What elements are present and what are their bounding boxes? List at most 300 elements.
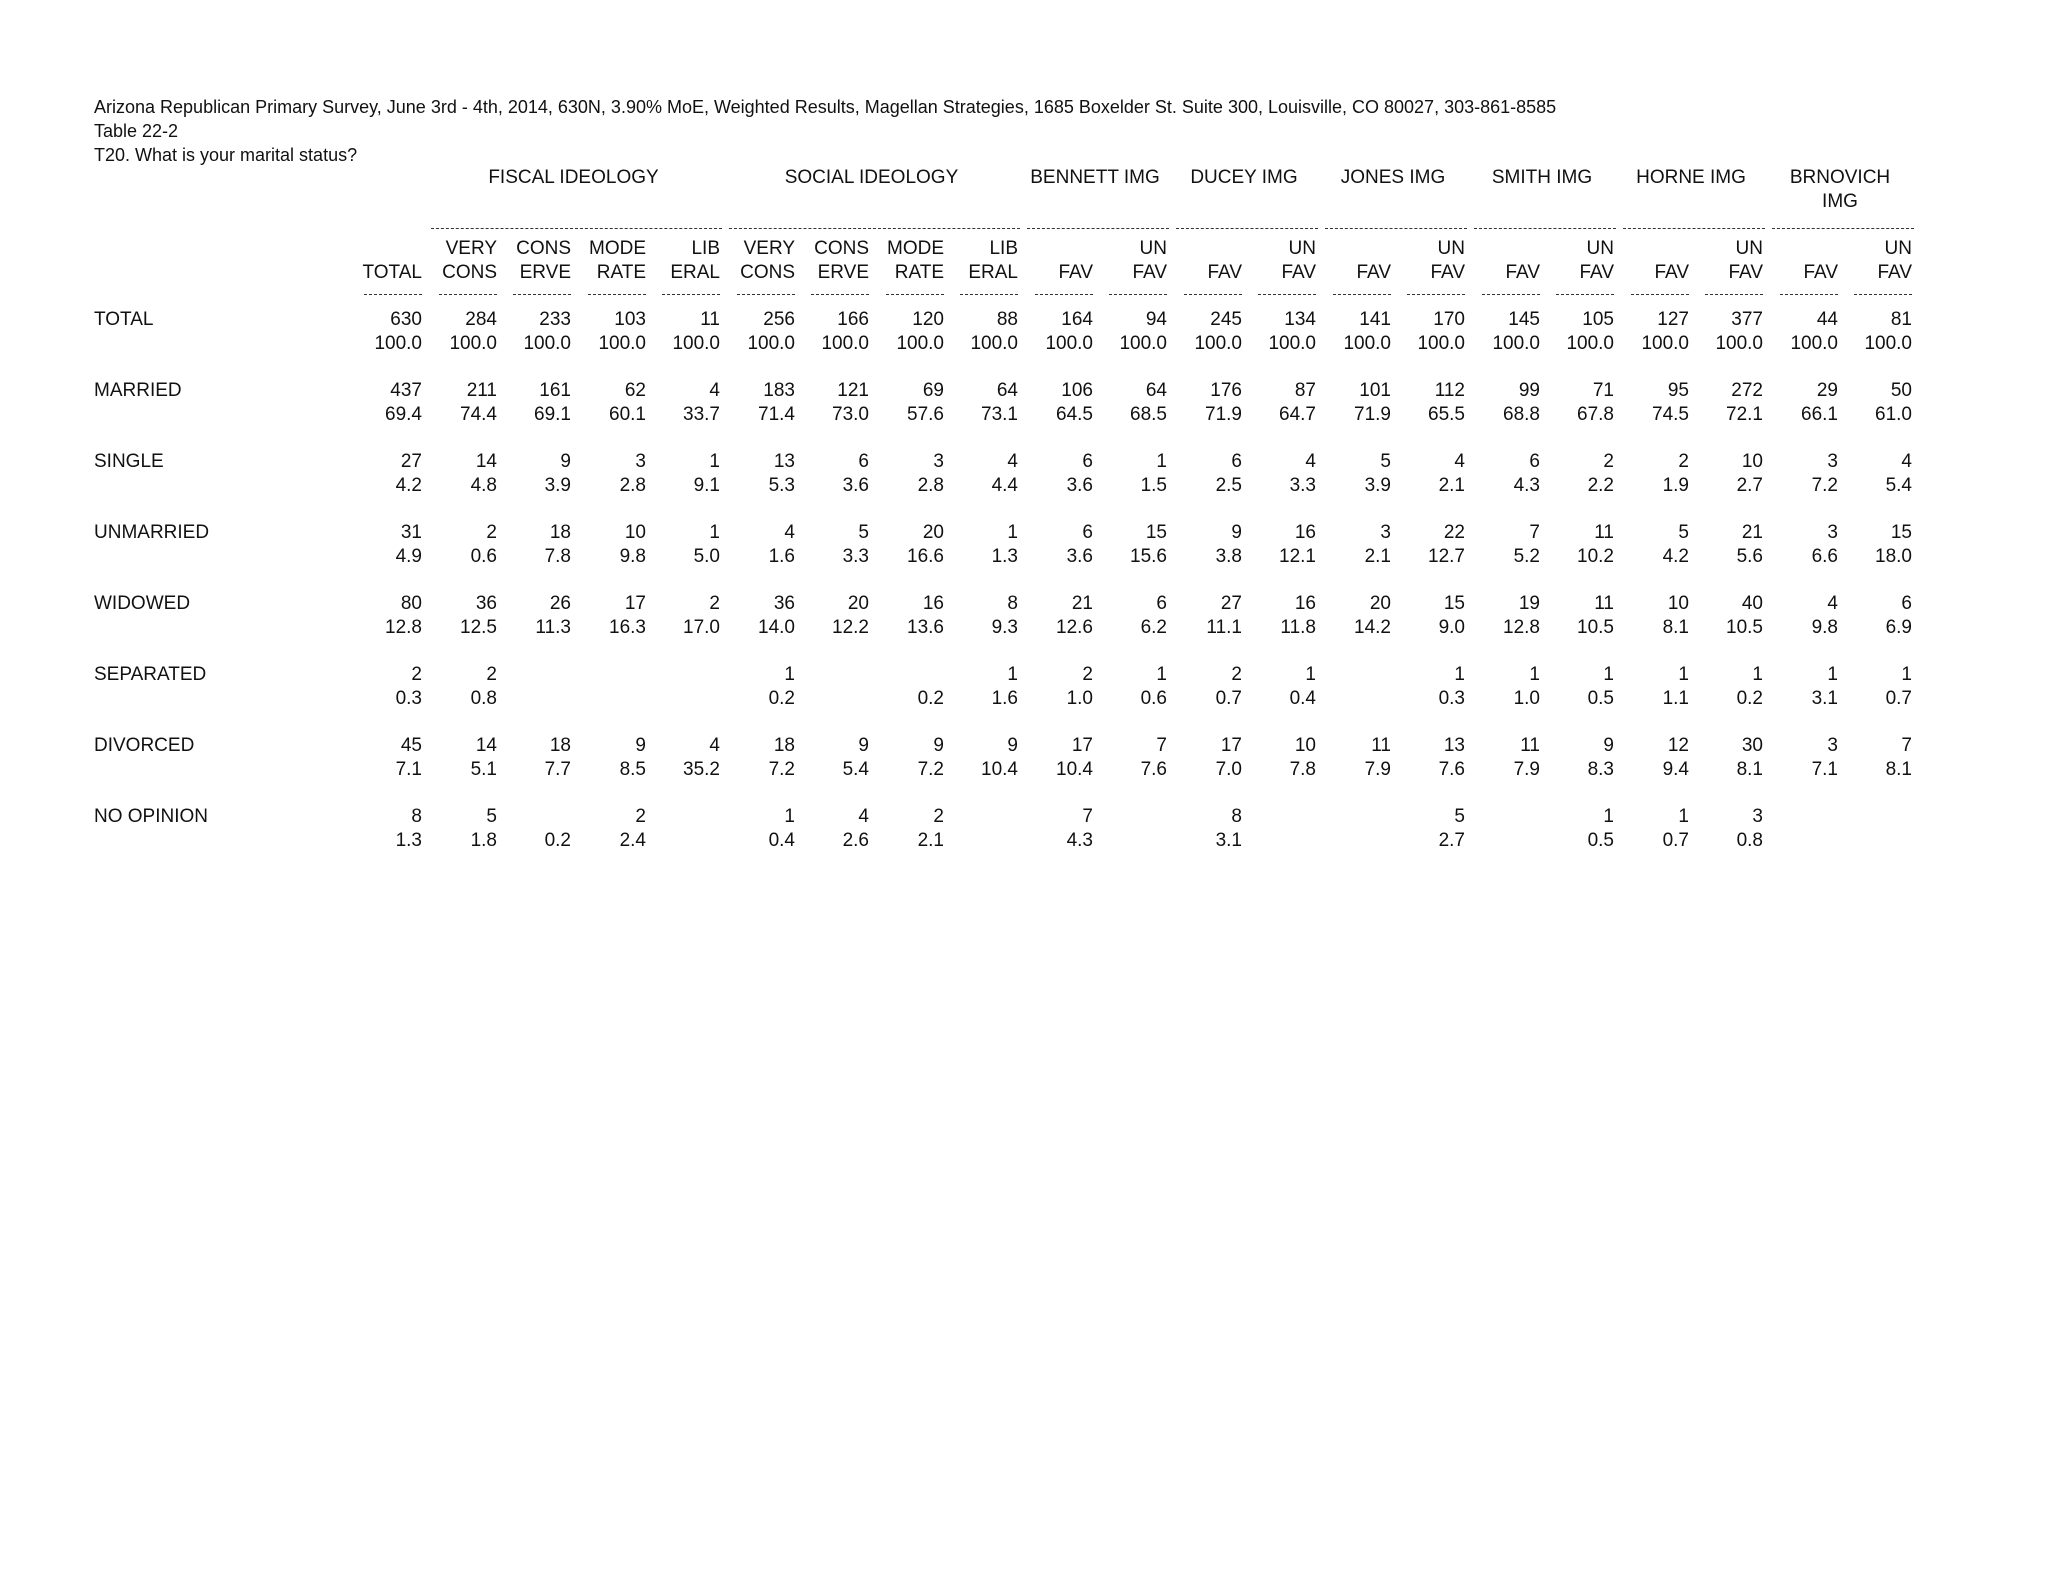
count-cell: 17 bbox=[624, 593, 646, 614]
column-header: RATE bbox=[596, 262, 646, 283]
count-cell: 106 bbox=[1061, 380, 1093, 401]
percent-cell: 7.2 bbox=[768, 759, 795, 780]
row-label: NO OPINION bbox=[94, 806, 209, 827]
count-cell: 120 bbox=[912, 309, 944, 330]
count-cell: 5 bbox=[858, 522, 869, 543]
count-cell: 11 bbox=[700, 309, 720, 330]
count-cell: 22 bbox=[1443, 522, 1465, 543]
group-divider bbox=[729, 228, 1020, 229]
percent-cell: 0.5 bbox=[1587, 830, 1614, 851]
count-cell: 9 bbox=[858, 735, 869, 756]
percent-cell: 100.0 bbox=[374, 333, 422, 354]
count-cell: 164 bbox=[1061, 309, 1093, 330]
count-cell: 8 bbox=[1007, 593, 1018, 614]
group-header: SOCIAL IDEOLOGY bbox=[784, 167, 959, 188]
count-cell: 20 bbox=[847, 593, 869, 614]
percent-cell: 74.5 bbox=[1652, 404, 1689, 425]
column-header-top: UN bbox=[1586, 238, 1614, 259]
percent-cell: 69.1 bbox=[534, 404, 571, 425]
percent-cell: 57.6 bbox=[907, 404, 944, 425]
group-divider bbox=[1623, 228, 1765, 229]
count-cell: 6 bbox=[1529, 451, 1540, 472]
count-cell: 9 bbox=[1007, 735, 1018, 756]
percent-cell: 9.8 bbox=[1811, 617, 1838, 638]
count-cell: 17 bbox=[1071, 735, 1093, 756]
count-cell: 69 bbox=[922, 380, 944, 401]
count-cell: 9 bbox=[1231, 522, 1242, 543]
column-header: ERAL bbox=[968, 262, 1018, 283]
group-header: HORNE IMG bbox=[1636, 167, 1746, 188]
percent-cell: 1.0 bbox=[1513, 688, 1540, 709]
percent-cell: 12.1 bbox=[1279, 546, 1316, 567]
count-cell: 99 bbox=[1518, 380, 1540, 401]
count-cell: 141 bbox=[1359, 309, 1391, 330]
percent-cell: 3.8 bbox=[1215, 546, 1242, 567]
percent-cell: 8.1 bbox=[1885, 759, 1912, 780]
column-header: ERAL bbox=[670, 262, 720, 283]
count-cell: 45 bbox=[400, 735, 422, 756]
group-header: BRNOVICH bbox=[1789, 167, 1891, 188]
count-cell: 1 bbox=[1603, 806, 1614, 827]
count-cell: 21 bbox=[1741, 522, 1763, 543]
count-cell: 5 bbox=[486, 806, 497, 827]
column-header: TOTAL bbox=[362, 262, 422, 283]
count-cell: 11 bbox=[1520, 735, 1540, 756]
percent-cell: 5.1 bbox=[470, 759, 497, 780]
percent-cell: 2.7 bbox=[1438, 830, 1465, 851]
percent-cell: 16.6 bbox=[907, 546, 944, 567]
percent-cell: 8.1 bbox=[1662, 617, 1689, 638]
count-cell: 44 bbox=[1816, 309, 1838, 330]
count-cell: 27 bbox=[400, 451, 422, 472]
percent-cell: 100.0 bbox=[747, 333, 795, 354]
percent-cell: 11.8 bbox=[1280, 617, 1316, 638]
percent-cell: 10.5 bbox=[1726, 617, 1763, 638]
percent-cell: 0.7 bbox=[1885, 688, 1912, 709]
column-divider bbox=[1258, 294, 1316, 295]
column-header: ERVE bbox=[519, 262, 571, 283]
percent-cell: 4.8 bbox=[470, 475, 497, 496]
count-cell: 80 bbox=[400, 593, 422, 614]
count-cell: 87 bbox=[1294, 380, 1316, 401]
count-cell: 2 bbox=[933, 806, 944, 827]
column-divider bbox=[1109, 294, 1167, 295]
count-cell: 4 bbox=[858, 806, 869, 827]
percent-cell: 14.0 bbox=[758, 617, 795, 638]
column-divider bbox=[1780, 294, 1838, 295]
percent-cell: 2.8 bbox=[619, 475, 646, 496]
percent-cell: 100.0 bbox=[970, 333, 1018, 354]
column-divider bbox=[513, 294, 571, 295]
column-header: FAV bbox=[1728, 262, 1763, 283]
group-header: FISCAL IDEOLOGY bbox=[488, 167, 659, 188]
percent-cell: 100.0 bbox=[1715, 333, 1763, 354]
percent-cell: 6.9 bbox=[1885, 617, 1912, 638]
percent-cell: 73.1 bbox=[981, 404, 1018, 425]
percent-cell: 10.2 bbox=[1577, 546, 1614, 567]
percent-cell: 100.0 bbox=[1343, 333, 1391, 354]
count-cell: 3 bbox=[933, 451, 944, 472]
count-cell: 5 bbox=[1678, 522, 1689, 543]
column-divider bbox=[1482, 294, 1540, 295]
percent-cell: 9.8 bbox=[619, 546, 646, 567]
column-header: RATE bbox=[894, 262, 944, 283]
percent-cell: 72.1 bbox=[1726, 404, 1763, 425]
column-header-top: UN bbox=[1139, 238, 1167, 259]
count-cell: 170 bbox=[1433, 309, 1465, 330]
count-cell: 62 bbox=[624, 380, 646, 401]
column-header: ERVE bbox=[817, 262, 869, 283]
percent-cell: 73.0 bbox=[832, 404, 869, 425]
percent-cell: 100.0 bbox=[1417, 333, 1465, 354]
percent-cell: 12.8 bbox=[1503, 617, 1540, 638]
percent-cell: 1.1 bbox=[1662, 688, 1689, 709]
percent-cell: 1.9 bbox=[1662, 475, 1689, 496]
percent-cell: 100.0 bbox=[1566, 333, 1614, 354]
percent-cell: 7.0 bbox=[1215, 759, 1242, 780]
column-header-top: LIB bbox=[989, 238, 1018, 259]
count-cell: 2 bbox=[411, 664, 422, 685]
percent-cell: 1.6 bbox=[991, 688, 1018, 709]
count-cell: 11 bbox=[1371, 735, 1391, 756]
count-cell: 1 bbox=[1007, 664, 1018, 685]
percent-cell: 7.1 bbox=[395, 759, 422, 780]
group-header: IMG bbox=[1822, 191, 1858, 212]
count-cell: 437 bbox=[390, 380, 422, 401]
percent-cell: 3.6 bbox=[1066, 546, 1093, 567]
count-cell: 10 bbox=[1741, 451, 1763, 472]
percent-cell: 7.2 bbox=[917, 759, 944, 780]
percent-cell: 6.6 bbox=[1811, 546, 1838, 567]
count-cell: 40 bbox=[1741, 593, 1763, 614]
column-header-top: VERY bbox=[445, 238, 497, 259]
column-header: FAV bbox=[1877, 262, 1912, 283]
count-cell: 7 bbox=[1156, 735, 1167, 756]
count-cell: 1 bbox=[784, 806, 795, 827]
column-header-top: LIB bbox=[691, 238, 720, 259]
count-cell: 3 bbox=[1827, 451, 1838, 472]
count-cell: 1 bbox=[1901, 664, 1912, 685]
count-cell: 630 bbox=[390, 309, 422, 330]
count-cell: 3 bbox=[1827, 735, 1838, 756]
percent-cell: 100.0 bbox=[1790, 333, 1838, 354]
percent-cell: 4.3 bbox=[1066, 830, 1093, 851]
percent-cell: 68.5 bbox=[1130, 404, 1167, 425]
group-divider bbox=[1176, 228, 1318, 229]
count-cell: 1 bbox=[1156, 664, 1167, 685]
percent-cell: 64.5 bbox=[1056, 404, 1093, 425]
percent-cell: 71.4 bbox=[758, 404, 795, 425]
percent-cell: 0.8 bbox=[1736, 830, 1763, 851]
column-header: FAV bbox=[1132, 262, 1167, 283]
count-cell: 2 bbox=[709, 593, 720, 614]
percent-cell: 0.8 bbox=[470, 688, 497, 709]
count-cell: 1 bbox=[1007, 522, 1018, 543]
percent-cell: 2.1 bbox=[1364, 546, 1391, 567]
percent-cell: 4.3 bbox=[1513, 475, 1540, 496]
percent-cell: 15.6 bbox=[1130, 546, 1167, 567]
percent-cell: 0.2 bbox=[544, 830, 571, 851]
percent-cell: 6.2 bbox=[1140, 617, 1167, 638]
percent-cell: 7.9 bbox=[1364, 759, 1391, 780]
table-id: Table 22-2 bbox=[94, 121, 179, 141]
column-header-top: VERY bbox=[743, 238, 795, 259]
percent-cell: 11.3 bbox=[535, 617, 571, 638]
count-cell: 2 bbox=[1231, 664, 1242, 685]
percent-cell: 67.8 bbox=[1577, 404, 1614, 425]
count-cell: 4 bbox=[1305, 451, 1316, 472]
percent-cell: 12.5 bbox=[460, 617, 497, 638]
percent-cell: 0.4 bbox=[1289, 688, 1316, 709]
percent-cell: 0.3 bbox=[1438, 688, 1465, 709]
column-divider bbox=[811, 294, 869, 295]
percent-cell: 7.7 bbox=[544, 759, 571, 780]
count-cell: 211 bbox=[466, 380, 497, 401]
count-cell: 36 bbox=[773, 593, 795, 614]
count-cell: 1 bbox=[1678, 664, 1689, 685]
percent-cell: 7.8 bbox=[544, 546, 571, 567]
percent-cell: 7.1 bbox=[1811, 759, 1838, 780]
count-cell: 1 bbox=[1603, 664, 1614, 685]
count-cell: 15 bbox=[1443, 593, 1465, 614]
percent-cell: 100.0 bbox=[1864, 333, 1912, 354]
column-header-top: UN bbox=[1288, 238, 1316, 259]
survey-header: Arizona Republican Primary Survey, June 3rd - 4th, 2014, 630N, 3.90% MoE, Weighted Results, Magellan Strategies, 1685 Boxelder St. Suite 300, Louisville, CO 80027, 303-861-8585 bbox=[94, 97, 1557, 117]
count-cell: 30 bbox=[1741, 735, 1763, 756]
count-cell: 166 bbox=[837, 309, 869, 330]
percent-cell: 33.7 bbox=[683, 404, 720, 425]
percent-cell: 100.0 bbox=[821, 333, 869, 354]
count-cell: 16 bbox=[922, 593, 944, 614]
percent-cell: 4.2 bbox=[1662, 546, 1689, 567]
column-header-top: UN bbox=[1884, 238, 1912, 259]
column-divider bbox=[960, 294, 1018, 295]
column-divider bbox=[1854, 294, 1912, 295]
column-header: FAV bbox=[1430, 262, 1465, 283]
percent-cell: 68.8 bbox=[1503, 404, 1540, 425]
percent-cell: 3.9 bbox=[544, 475, 571, 496]
percent-cell: 100.0 bbox=[1194, 333, 1242, 354]
percent-cell: 5.6 bbox=[1736, 546, 1763, 567]
count-cell: 26 bbox=[549, 593, 571, 614]
column-header: FAV bbox=[1058, 262, 1093, 283]
percent-cell: 9.1 bbox=[693, 475, 720, 496]
group-header: SMITH IMG bbox=[1491, 167, 1593, 188]
column-divider bbox=[1407, 294, 1465, 295]
percent-cell: 8.3 bbox=[1587, 759, 1614, 780]
count-cell: 18 bbox=[773, 735, 795, 756]
percent-cell: 7.6 bbox=[1140, 759, 1167, 780]
percent-cell: 3.3 bbox=[1289, 475, 1316, 496]
count-cell: 71 bbox=[1592, 380, 1614, 401]
group-divider bbox=[1772, 228, 1914, 229]
column-header: FAV bbox=[1803, 262, 1838, 283]
column-header: FAV bbox=[1654, 262, 1689, 283]
count-cell: 9 bbox=[635, 735, 646, 756]
count-cell: 134 bbox=[1284, 309, 1316, 330]
percent-cell: 1.3 bbox=[991, 546, 1018, 567]
count-cell: 112 bbox=[1434, 380, 1465, 401]
percent-cell: 5.0 bbox=[693, 546, 720, 567]
count-cell: 8 bbox=[1231, 806, 1242, 827]
column-header: FAV bbox=[1281, 262, 1316, 283]
count-cell: 1 bbox=[709, 451, 720, 472]
count-cell: 9 bbox=[560, 451, 571, 472]
percent-cell: 35.2 bbox=[683, 759, 720, 780]
count-cell: 3 bbox=[1380, 522, 1391, 543]
percent-cell: 2.6 bbox=[842, 830, 869, 851]
count-cell: 10 bbox=[1667, 593, 1689, 614]
group-divider bbox=[1474, 228, 1616, 229]
percent-cell: 3.6 bbox=[1066, 475, 1093, 496]
count-cell: 245 bbox=[1210, 309, 1242, 330]
percent-cell: 0.6 bbox=[1140, 688, 1167, 709]
percent-cell: 3.9 bbox=[1364, 475, 1391, 496]
percent-cell: 3.1 bbox=[1215, 830, 1242, 851]
count-cell: 9 bbox=[1603, 735, 1614, 756]
percent-cell: 0.6 bbox=[470, 546, 497, 567]
count-cell: 6 bbox=[1231, 451, 1242, 472]
percent-cell: 74.4 bbox=[460, 404, 497, 425]
group-header: JONES IMG bbox=[1340, 167, 1446, 188]
column-divider bbox=[1705, 294, 1763, 295]
column-header: FAV bbox=[1579, 262, 1614, 283]
column-header: CONS bbox=[740, 262, 795, 283]
percent-cell: 100.0 bbox=[598, 333, 646, 354]
count-cell: 7 bbox=[1529, 522, 1540, 543]
count-cell: 105 bbox=[1582, 309, 1614, 330]
percent-cell: 10.5 bbox=[1577, 617, 1614, 638]
column-header-top: UN bbox=[1437, 238, 1465, 259]
count-cell: 121 bbox=[837, 380, 869, 401]
count-cell: 20 bbox=[922, 522, 944, 543]
percent-cell: 12.2 bbox=[832, 617, 869, 638]
percent-cell: 100.0 bbox=[672, 333, 720, 354]
count-cell: 7 bbox=[1901, 735, 1912, 756]
count-cell: 4 bbox=[709, 380, 720, 401]
count-cell: 127 bbox=[1657, 309, 1689, 330]
count-cell: 4 bbox=[1901, 451, 1912, 472]
count-cell: 1 bbox=[1454, 664, 1465, 685]
count-cell: 1 bbox=[1529, 664, 1540, 685]
count-cell: 2 bbox=[486, 664, 497, 685]
count-cell: 27 bbox=[1220, 593, 1242, 614]
count-cell: 2 bbox=[1082, 664, 1093, 685]
percent-cell: 5.4 bbox=[1885, 475, 1912, 496]
percent-cell: 8.5 bbox=[619, 759, 646, 780]
count-cell: 5 bbox=[1380, 451, 1391, 472]
row-label: MARRIED bbox=[94, 380, 182, 401]
count-cell: 14 bbox=[475, 735, 497, 756]
count-cell: 3 bbox=[1827, 522, 1838, 543]
group-header: BENNETT IMG bbox=[1030, 167, 1160, 188]
percent-cell: 2.4 bbox=[619, 830, 646, 851]
row-label: SINGLE bbox=[94, 451, 164, 472]
percent-cell: 1.8 bbox=[470, 830, 497, 851]
count-cell: 2 bbox=[635, 806, 646, 827]
percent-cell: 100.0 bbox=[449, 333, 497, 354]
count-cell: 4 bbox=[1827, 593, 1838, 614]
count-cell: 81 bbox=[1890, 309, 1912, 330]
count-cell: 3 bbox=[635, 451, 646, 472]
percent-cell: 1.3 bbox=[395, 830, 422, 851]
count-cell: 18 bbox=[549, 735, 571, 756]
column-header-top: CONS bbox=[516, 238, 571, 259]
count-cell: 4 bbox=[709, 735, 720, 756]
percent-cell: 71.9 bbox=[1354, 404, 1391, 425]
column-header: FAV bbox=[1505, 262, 1540, 283]
row-label: TOTAL bbox=[94, 309, 154, 330]
percent-cell: 5.3 bbox=[768, 475, 795, 496]
percent-cell: 2.2 bbox=[1587, 475, 1614, 496]
group-divider bbox=[1325, 228, 1467, 229]
count-cell: 2 bbox=[1678, 451, 1689, 472]
count-cell: 6 bbox=[1901, 593, 1912, 614]
column-divider bbox=[1333, 294, 1391, 295]
count-cell: 101 bbox=[1359, 380, 1391, 401]
count-cell: 4 bbox=[1454, 451, 1465, 472]
count-cell: 50 bbox=[1890, 380, 1912, 401]
group-divider bbox=[1027, 228, 1169, 229]
question-text: T20. What is your marital status? bbox=[94, 145, 358, 165]
percent-cell: 14.2 bbox=[1354, 617, 1391, 638]
count-cell: 31 bbox=[400, 522, 422, 543]
percent-cell: 60.1 bbox=[609, 404, 646, 425]
column-divider bbox=[1556, 294, 1614, 295]
percent-cell: 9.4 bbox=[1662, 759, 1689, 780]
percent-cell: 2.8 bbox=[917, 475, 944, 496]
percent-cell: 2.1 bbox=[917, 830, 944, 851]
column-divider bbox=[1184, 294, 1242, 295]
percent-cell: 1.6 bbox=[768, 546, 795, 567]
count-cell: 6 bbox=[858, 451, 869, 472]
count-cell: 1 bbox=[784, 664, 795, 685]
row-label: UNMARRIED bbox=[94, 522, 210, 543]
percent-cell: 4.2 bbox=[395, 475, 422, 496]
percent-cell: 0.2 bbox=[768, 688, 795, 709]
count-cell: 9 bbox=[933, 735, 944, 756]
count-cell: 94 bbox=[1145, 309, 1167, 330]
column-header: CONS bbox=[442, 262, 497, 283]
percent-cell: 3.3 bbox=[842, 546, 869, 567]
percent-cell: 0.5 bbox=[1587, 688, 1614, 709]
percent-cell: 1.0 bbox=[1066, 688, 1093, 709]
count-cell: 15 bbox=[1890, 522, 1912, 543]
count-cell: 3 bbox=[1752, 806, 1763, 827]
percent-cell: 100.0 bbox=[1268, 333, 1316, 354]
count-cell: 20 bbox=[1369, 593, 1391, 614]
percent-cell: 9.3 bbox=[991, 617, 1018, 638]
percent-cell: 0.2 bbox=[1736, 688, 1763, 709]
percent-cell: 2.1 bbox=[1438, 475, 1465, 496]
count-cell: 5 bbox=[1454, 806, 1465, 827]
percent-cell: 64.7 bbox=[1279, 404, 1316, 425]
column-divider bbox=[1035, 294, 1093, 295]
count-cell: 16 bbox=[1294, 593, 1316, 614]
count-cell: 18 bbox=[549, 522, 571, 543]
column-header-top: MODE bbox=[589, 238, 646, 259]
count-cell: 4 bbox=[1007, 451, 1018, 472]
count-cell: 377 bbox=[1731, 309, 1763, 330]
percent-cell: 7.9 bbox=[1513, 759, 1540, 780]
percent-cell: 0.3 bbox=[395, 688, 422, 709]
percent-cell: 7.6 bbox=[1438, 759, 1465, 780]
percent-cell: 0.7 bbox=[1215, 688, 1242, 709]
percent-cell: 100.0 bbox=[896, 333, 944, 354]
count-cell: 7 bbox=[1082, 806, 1093, 827]
percent-cell: 0.4 bbox=[768, 830, 795, 851]
count-cell: 145 bbox=[1508, 309, 1540, 330]
